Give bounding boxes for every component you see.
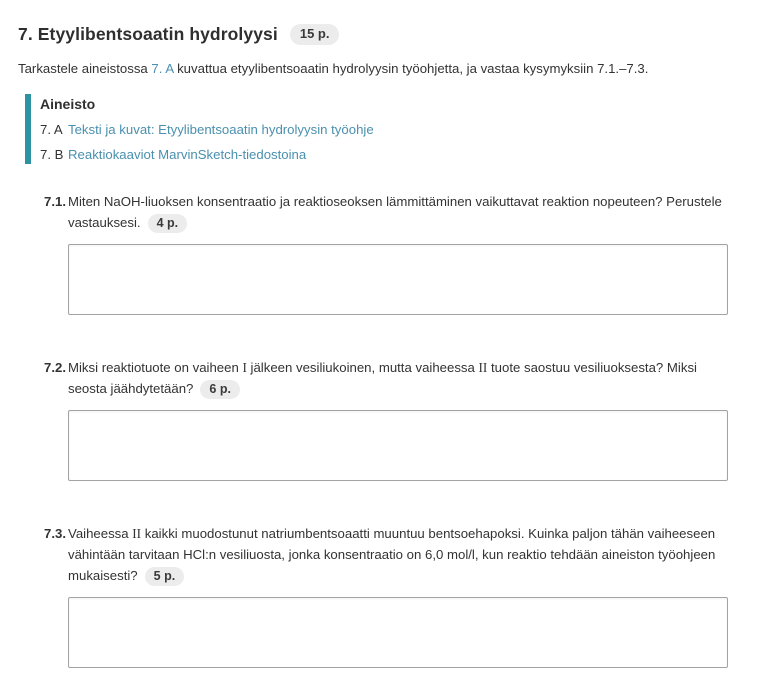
answer-textarea-7-3[interactable] xyxy=(68,597,728,668)
points-badge: 6 p. xyxy=(200,380,240,399)
question-number: 7.3. xyxy=(44,526,66,541)
question-body xyxy=(68,523,732,668)
points-badge: 4 p. xyxy=(148,214,188,233)
materials-heading: Aineisto xyxy=(40,96,96,112)
question-number: 7.2. xyxy=(44,360,66,375)
points-badge: 5 p. xyxy=(145,567,185,586)
question-header xyxy=(18,24,743,45)
total-points-badge: 15 p. xyxy=(290,24,340,45)
question-text-segment: Miten NaOH-liuoksen konsentraatio ja reaktioseoksen lämmittäminen vaikuttavat reaktion nopeuteen? Perustele vastauksesi. xyxy=(68,194,722,230)
question-text-segment: Vaiheessa xyxy=(68,526,133,541)
material-label: 7. A xyxy=(40,122,63,137)
question-text-segment: kaikki muodostunut natriumbentsoaatti muuntuu bentsoehapoksi. Kuinka paljon tähän vaiheeseen vähintään tarvitaan HCl:n vesiliuosta, jonka konsentraatio on 6,0 mol/l, kun reaktio tehdään aineiston työohjeen mukaisesti? xyxy=(68,526,716,583)
materials-panel xyxy=(25,94,743,164)
question-title: 7. Etyylibentsoaatin hydrolyysi xyxy=(18,24,278,44)
roman-numeral: II xyxy=(478,360,488,375)
question-number: 7.1. xyxy=(44,194,66,209)
answer-textarea-7-2[interactable] xyxy=(68,410,728,481)
roman-numeral: II xyxy=(132,526,142,541)
material-link-7b[interactable]: Reaktiokaaviot MarvinSketch-tiedostoina xyxy=(68,147,307,162)
question-text xyxy=(68,360,697,396)
question-text xyxy=(68,194,722,230)
question-text xyxy=(68,526,715,583)
question-7-3 xyxy=(44,523,743,668)
question-text-segment: Miksi reaktiotuote on vaiheen xyxy=(68,360,243,375)
answer-textarea-7-1[interactable] xyxy=(68,244,728,315)
intro-text-after: kuvattua etyylibentsoaatin hydrolyysin työohjetta, ja vastaa kysymyksiin 7.1.–7.3. xyxy=(173,61,649,76)
question-text-segment: jälkeen vesiliukoinen, mutta vaiheessa xyxy=(246,360,479,375)
material-label: 7. B xyxy=(40,147,64,162)
material-row-7b xyxy=(40,147,743,163)
question-text-segment: tuote saostuu vesiliuoksesta? Miksi seosta jäähdytetään? xyxy=(68,360,697,396)
material-link-7a[interactable]: Teksti ja kuvat: Etyylibentsoaatin hydrolyysin työohje xyxy=(68,122,374,137)
question-7-2 xyxy=(44,357,743,481)
question-7-1 xyxy=(44,191,743,315)
question-body xyxy=(68,357,732,481)
question-body xyxy=(68,191,732,315)
intro-text xyxy=(18,60,743,78)
roman-numeral: I xyxy=(242,360,247,375)
intro-text-before: Tarkastele aineistossa xyxy=(18,61,152,76)
material-7a-inline-link[interactable]: 7. A xyxy=(151,61,174,76)
material-row-7a xyxy=(40,122,743,138)
